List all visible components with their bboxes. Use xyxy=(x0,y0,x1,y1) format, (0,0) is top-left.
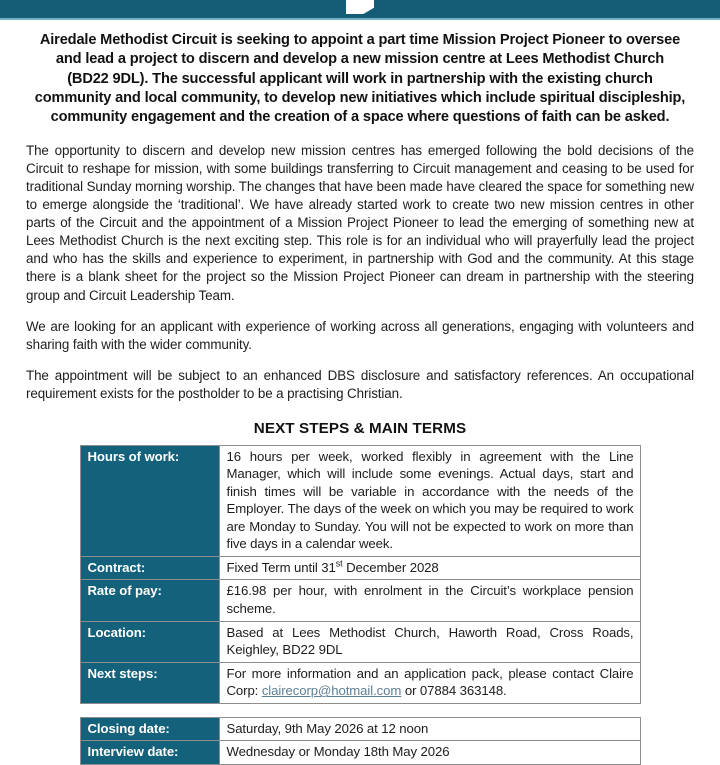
row-label-contract: Contract: xyxy=(80,556,219,580)
contact-email-link[interactable]: clairecorp@hotmail.com xyxy=(261,683,402,699)
key-dates-table xyxy=(80,717,641,765)
row-label-next-steps: Next steps: xyxy=(80,662,219,703)
section-title-next-steps: NEXT STEPS & MAIN TERMS xyxy=(253,419,467,437)
document-page xyxy=(0,31,720,765)
circuit-logo-icon xyxy=(346,0,374,14)
main-terms-table xyxy=(80,445,641,704)
contract-value-post: December 2028 xyxy=(342,559,439,575)
row-value-interview-date: Wednesday or Monday 18th May 2026 xyxy=(219,741,640,765)
table-row-hours-of-work xyxy=(80,445,640,556)
contract-ordinal-suffix: st xyxy=(335,558,343,569)
table-row-contract xyxy=(80,556,640,580)
body-paragraph-3: The appointment will be subject to an enhanced DBS disclosure and satisfactory references. An occupational requirement exists for the postholder to be a practising Christian. xyxy=(26,367,694,401)
lede-paragraph: Airedale Methodist Circuit is seeking to appoint a part time Mission Project Pioneer to oversee and lead a project to discern and develop a new mission centre at Lees Methodist Church (BD22 9DL). The successful applicant will work in partnership with the existing church community and local community, to develop new initiatives which include spiritual discipleship, community engagement and the creation of a space where questions of faith can be asked. xyxy=(34,32,686,125)
table-row-interview-date xyxy=(80,741,640,765)
row-label-interview-date: Interview date: xyxy=(80,741,219,765)
row-value-closing-date: Saturday, 9th May 2026 at 12 noon xyxy=(219,717,640,741)
body-paragraph-1: The opportunity to discern and develop new mission centres has emerged following the bold decisions of the Circuit to reshape for mission, with some buildings transferring to Circuit management and ceasing to be used for traditional Sunday morning worship. The changes that have been made have cleared the space for something new to emerge alongside the ‘traditional’. We have already started work to create two new mission centres in other parts of the Circuit and the appointment of a Mission Project Pioneer to lead the emerging of something new at Lees Methodist Church is the next exciting step. This role is for an individual who will prayerfully lead the project and who has the skills and experience to experiment, in partnership with God and the community. At this stage there is a blank sheet for the project so the Mission Project Pioneer can dream in partnership with the steering group and Circuit Leadership Team. xyxy=(26,143,694,303)
row-label-closing-date: Closing date: xyxy=(80,717,219,741)
row-label-rate-of-pay: Rate of pay: xyxy=(80,580,219,621)
row-label-hours-of-work: Hours of work: xyxy=(80,445,219,556)
table-row-location xyxy=(80,621,640,662)
contract-value-pre: Fixed Term until 31 xyxy=(226,559,336,575)
next-steps-value-pre: For more information and an application pack, please contact Claire Corp: xyxy=(226,665,634,699)
row-value-location: Based at Lees Methodist Church, Haworth Road, Cross Roads, Keighley, BD22 9DL xyxy=(219,621,640,662)
row-value-hours-of-work: 16 hours per week, worked flexibly in agreement with the Line Manager, which will include some evenings. Actual days, start and finish times will be variable in accordance with the needs of the Employer. The days of the week on which you may be required to work are Monday to Sunday. You will not be expected to work on more than five days in a calendar week. xyxy=(219,445,640,556)
row-value-rate-of-pay: £16.98 per hour, with enrolment in the Circuit’s workplace pension scheme. xyxy=(219,580,640,621)
table-row-closing-date xyxy=(80,717,640,741)
next-steps-value-post: or 07884 363148. xyxy=(401,683,507,699)
row-value-contract xyxy=(219,556,640,580)
page-top-banner xyxy=(0,0,720,20)
row-label-location: Location: xyxy=(80,621,219,662)
table-row-rate-of-pay xyxy=(80,580,640,621)
table-row-next-steps xyxy=(80,662,640,703)
row-value-next-steps xyxy=(219,662,640,703)
body-paragraph-2: We are looking for an applicant with experience of working across all generations, engaging with volunteers and sharing faith with the wider community. xyxy=(26,318,694,352)
